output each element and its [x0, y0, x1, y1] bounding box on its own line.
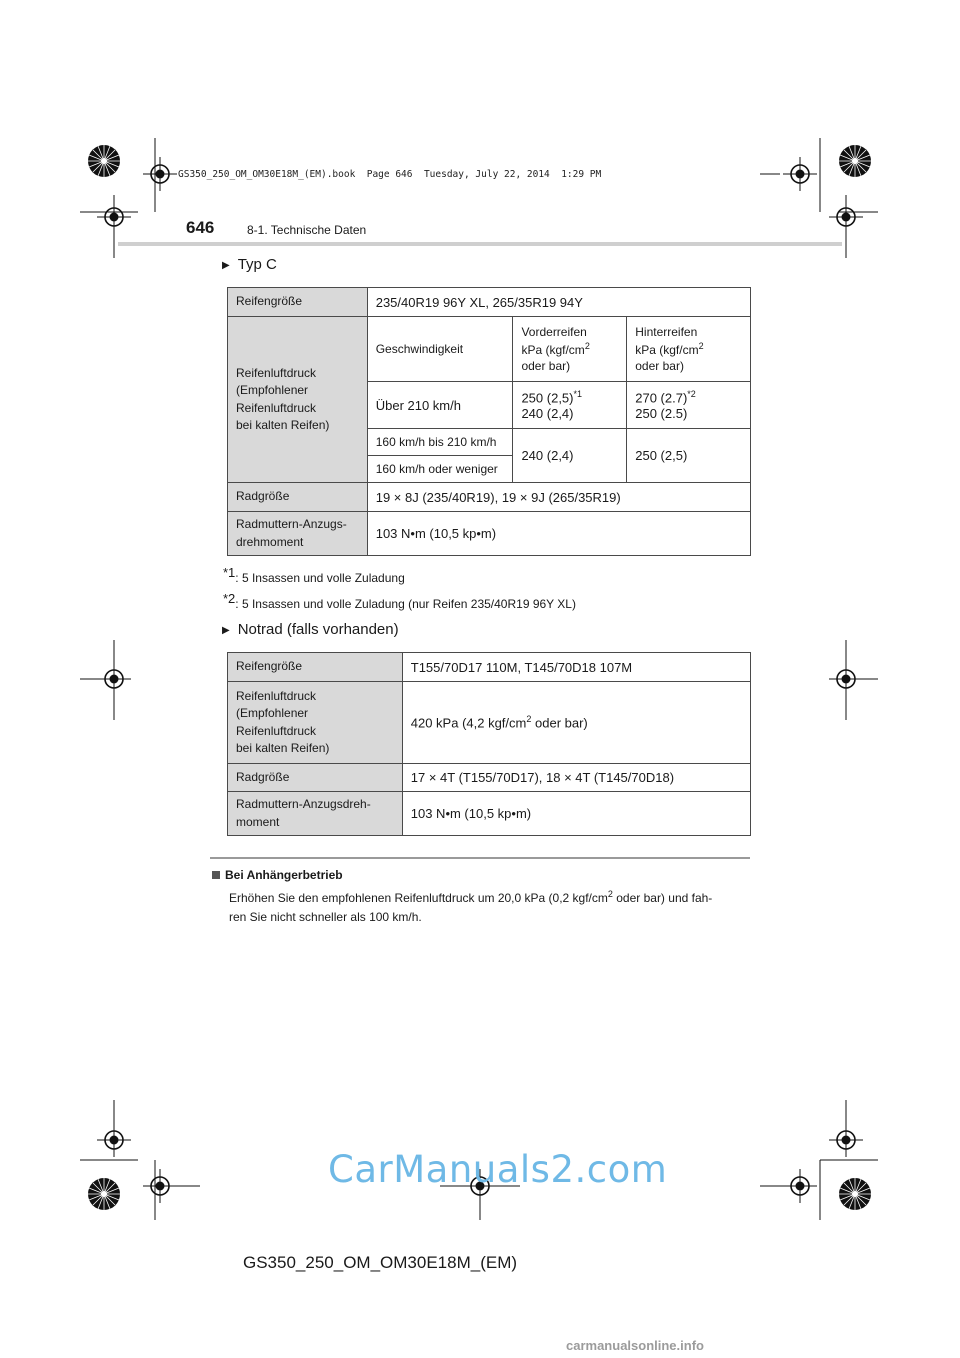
starburst-icon [839, 145, 871, 177]
watermark-url: carmanualsonline.info [566, 1338, 704, 1353]
spare-heading [222, 621, 399, 638]
starburst-icon [88, 145, 120, 177]
footnote-1: $^{*1}$: 5 Insassen und volle Zuladung [223, 565, 405, 585]
typ-c-spec-table [227, 287, 751, 556]
registration-crosshair-icon [143, 157, 177, 191]
spare-wheel-size-value: 17 × 4T (T155/70D17), 18 × 4T (T145/70D18) [402, 764, 750, 792]
spare-pressure-value: 420 kPa (4,2 kgf/$cm^2$ oder bar) [402, 682, 750, 764]
footnote-2: $^{*2}$: 5 Insassen und volle Zuladung (nur Reifen 235/40R19 96Y XL) [223, 591, 576, 611]
table-row [228, 792, 751, 836]
spare-pressure-label: Reifenluftdruck (Empfohlener Reifenluftdruck bei kalten Reifen) [228, 682, 403, 764]
torque-label: Radmuttern-Anzugs- drehmoment [228, 512, 368, 556]
registration-crosshair-icon [783, 1169, 817, 1203]
spare-torque-label: Radmuttern-Anzugsdreh- moment [228, 792, 403, 836]
table-row [228, 288, 751, 317]
section-divider [210, 857, 750, 859]
watermark-logo: CarManuals2.com [328, 1148, 668, 1191]
wheel-size-value: 19 × 8J (235/40R19), 19 × 9J (265/35R19) [367, 483, 750, 512]
rear-pressure-over-210: 270 $(2.7)^{*2}$ 250 (2.5) [627, 382, 751, 429]
table-row [228, 764, 751, 792]
triangle-bullet-icon: ▶ [222, 625, 230, 636]
header-rule [118, 242, 842, 246]
table-row [228, 483, 751, 512]
speed-header: Geschwindigkeit [367, 317, 513, 382]
rear-pressure-low: 250 (2,5) [627, 429, 751, 483]
speed-over-210: Über 210 km/h [367, 382, 513, 429]
typ-c-heading-text: Typ C [237, 256, 277, 273]
registration-crosshair-icon [783, 157, 817, 191]
rear-tire-header: Hinterreifen kPa ($kgf/cm^2$ oder bar) [627, 317, 751, 382]
table-row [228, 317, 751, 382]
typ-c-heading [222, 256, 277, 273]
speed-under-160: 160 km/h oder weniger [367, 456, 513, 483]
spare-tire-size-value: T155/70D17 110M, T145/70D18 107M [402, 653, 750, 682]
spare-heading-text: Notrad (falls vorhanden) [237, 621, 399, 638]
front-tire-header: Vorderreifen kPa ($kgf/cm^2$ oder bar) [513, 317, 627, 382]
page-number: 646 [186, 218, 215, 237]
pressure-label: Reifenluftdruck (Empfohlener Reifenluftdruck bei kalten Reifen) [228, 317, 368, 483]
trailer-title: Bei Anhängerbetrieb [212, 868, 343, 882]
tire-size-value: 235/40R19 96Y XL, 265/35R19 94Y [367, 288, 750, 317]
spare-torque-value: 103 N•m (10,5 kp•m) [402, 792, 750, 836]
print-job-header: GS350_250_OM_OM30E18M_(EM).book Page 646 Tuesday, July 22, 2014 1:29 PM [178, 169, 602, 180]
front-pressure-low: 240 (2,4) [513, 429, 627, 483]
registration-crosshair-icon [829, 1123, 863, 1157]
spare-spec-table [227, 652, 751, 836]
registration-crosshair-icon [97, 1123, 131, 1157]
starburst-icon [88, 1178, 120, 1210]
registration-crosshair-icon [143, 1169, 177, 1203]
spare-wheel-size-label: Radgröße [228, 764, 403, 792]
table-row [228, 682, 751, 764]
wheel-size-label: Radgröße [228, 483, 368, 512]
footer-document-code: GS350_250_OM_OM30E18M_(EM) [243, 1253, 518, 1272]
tire-size-label: Reifengröße [228, 288, 368, 317]
starburst-icon [839, 1178, 871, 1210]
table-row [228, 653, 751, 682]
table-row [228, 512, 751, 556]
trailer-text: Erhöhen Sie den empfohlenen Reifenluftdruck um 20,0 kPa (0,2 kgf/$cm^2$ oder bar) und fah- ren Sie nicht schneller als 100 km/h. [229, 889, 713, 924]
spare-tire-size-label: Reifengröße [228, 653, 403, 682]
speed-160-210: 160 km/h bis 210 km/h [367, 429, 513, 456]
front-pressure-over-210: 250 $(2,5)^{*1}$ 240 (2,4) [513, 382, 627, 429]
torque-value: 103 N•m (10,5 kp•m) [367, 512, 750, 556]
square-bullet-icon [212, 871, 220, 879]
section-title: 8-1. Technische Daten [247, 223, 367, 237]
triangle-bullet-icon: ▶ [222, 260, 230, 271]
